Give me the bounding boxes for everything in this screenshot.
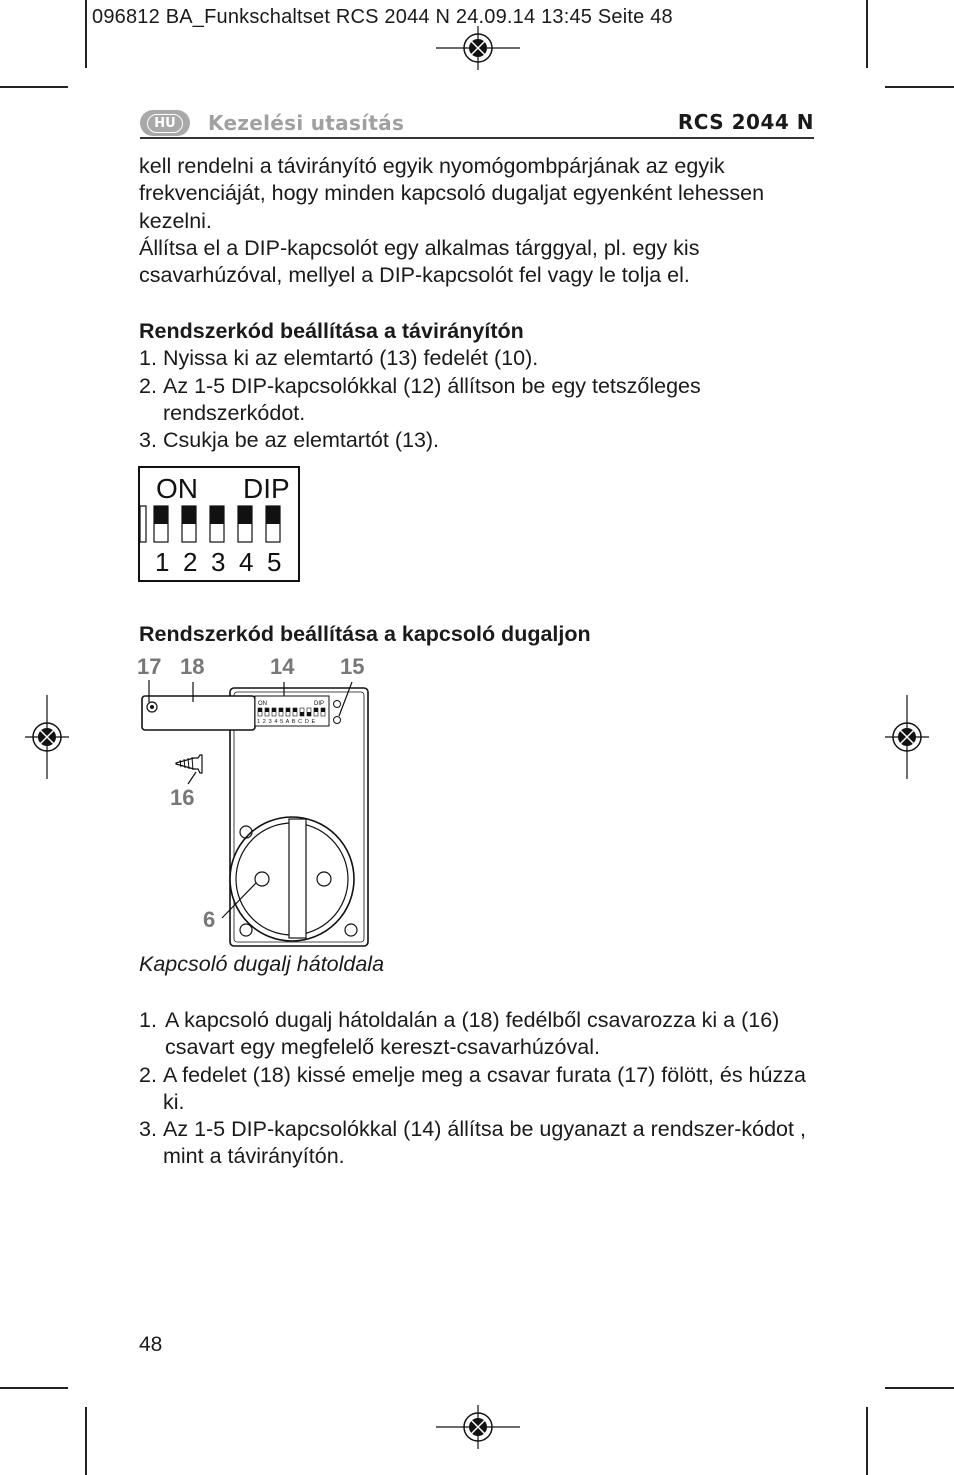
- page-header-left: [140, 110, 404, 136]
- crop-mark: [866, 0, 868, 68]
- remote-section-heading: Rendszerkód beállítása a távirányítón: [139, 319, 524, 343]
- intro-paragraph-1: kell rendelni a távirányító egyik nyomógombpárjának az egyik frekvenciáját, hogy minden kapcsoló dugaljat egyenként lehessen kezelni.: [139, 154, 765, 233]
- callout-15: 15: [340, 654, 365, 679]
- crop-mark: [885, 1387, 954, 1389]
- list-number: 3.: [139, 1117, 157, 1142]
- crop-mark: [0, 1387, 68, 1389]
- callout-16: 16: [170, 785, 195, 810]
- registration-mark-icon: [436, 26, 520, 70]
- list-text: A fedelet (18) kissé emelje meg a csavar furata (17) fölött, és húzza ki.: [163, 1062, 806, 1114]
- list-item: [139, 1116, 815, 1171]
- intro-text: [139, 153, 829, 289]
- figure-caption: Kapcsoló dugalj hátoldala: [139, 952, 385, 976]
- remote-section: [139, 318, 829, 454]
- mini-dip-label: DIP: [314, 701, 325, 707]
- dip-number: 3: [211, 547, 226, 577]
- crop-mark: [0, 86, 68, 88]
- callout-6: 6: [203, 907, 216, 932]
- list-item: [139, 373, 779, 428]
- mini-dip-numbers: 1 2 3 4 5 A B C D E: [257, 719, 316, 725]
- intro-paragraph-2: Állítsa el a DIP-kapcsolót egy alkalmas tárggyal, pl. egy kis csavarhúzóval, mellyel a DIP-kapcsolót fel vagy le tolja el.: [139, 235, 700, 288]
- print-slug: 096812 BA_Funkschaltset RCS 2044 N 24.09.14 13:45 Seite 48: [92, 6, 673, 28]
- socket-back-figure: [138, 680, 378, 950]
- dip-label: DIP: [243, 473, 290, 504]
- dip-number: 2: [183, 547, 198, 577]
- language-badge: [140, 110, 190, 136]
- crop-mark: [866, 1407, 868, 1475]
- list-text: Csukja be az elemtartót (13).: [163, 428, 440, 453]
- crop-mark: [85, 1407, 87, 1475]
- language-badge-label: HU: [147, 114, 182, 133]
- crop-mark: [85, 0, 87, 68]
- list-item: [139, 1062, 815, 1117]
- header-rule: [140, 137, 814, 139]
- mini-dip-on: ON: [258, 701, 267, 707]
- list-text: A kapcsoló dugalj hátoldalán a (18) fedélből csavarozza ki a (16) csavart egy megfelelő kereszt-csavarhúzóval.: [165, 1008, 780, 1060]
- list-number: 2.: [139, 373, 157, 398]
- dip-switch: [154, 506, 168, 542]
- list-text: Nyissa ki az elemtartó (13) fedelét (10).: [163, 346, 539, 371]
- list-number: 3.: [139, 428, 157, 453]
- list-number: 2.: [139, 1062, 157, 1087]
- registration-mark-icon: [25, 695, 69, 779]
- dip-on-label: ON: [156, 473, 198, 504]
- registration-mark-icon: [885, 695, 929, 779]
- page-number: 48: [139, 1333, 163, 1356]
- list-text: Az 1-5 DIP-kapcsolókkal (14) állítsa be ugyanazt a rendszer-kódot , mint a távirányítón.: [163, 1117, 806, 1169]
- list-text: Az 1-5 DIP-kapcsolókkal (12) állítson be egy tetszőleges rendszerkódot.: [163, 373, 701, 425]
- list-item: [139, 427, 829, 454]
- dip-switch-figure: [138, 466, 300, 582]
- list-item: [139, 1007, 815, 1062]
- dip-number: 5: [267, 547, 282, 577]
- socket-section-heading: Rendszerkód beállítása a kapcsoló dugaljon: [139, 622, 591, 646]
- list-number: 1.: [139, 346, 157, 371]
- dip-switch: [182, 506, 196, 542]
- callout-18: 18: [180, 654, 205, 679]
- socket-steps: [139, 1007, 815, 1171]
- dip-number: 4: [239, 547, 254, 577]
- list-item: [139, 345, 829, 372]
- list-number: 1.: [139, 1008, 157, 1032]
- screw-icon: [176, 755, 202, 773]
- callout-14: 14: [270, 654, 295, 679]
- crop-mark: [885, 86, 954, 88]
- callout-17: 17: [137, 654, 162, 679]
- dip-switch: [238, 506, 252, 542]
- dip-switch: [210, 506, 224, 542]
- registration-mark-icon: [436, 1405, 520, 1449]
- dip-number: 1: [155, 547, 170, 577]
- dip-switch: [266, 506, 280, 542]
- model-name: RCS 2044 N: [677, 110, 814, 134]
- section-title: Kezelési utasítás: [208, 111, 405, 135]
